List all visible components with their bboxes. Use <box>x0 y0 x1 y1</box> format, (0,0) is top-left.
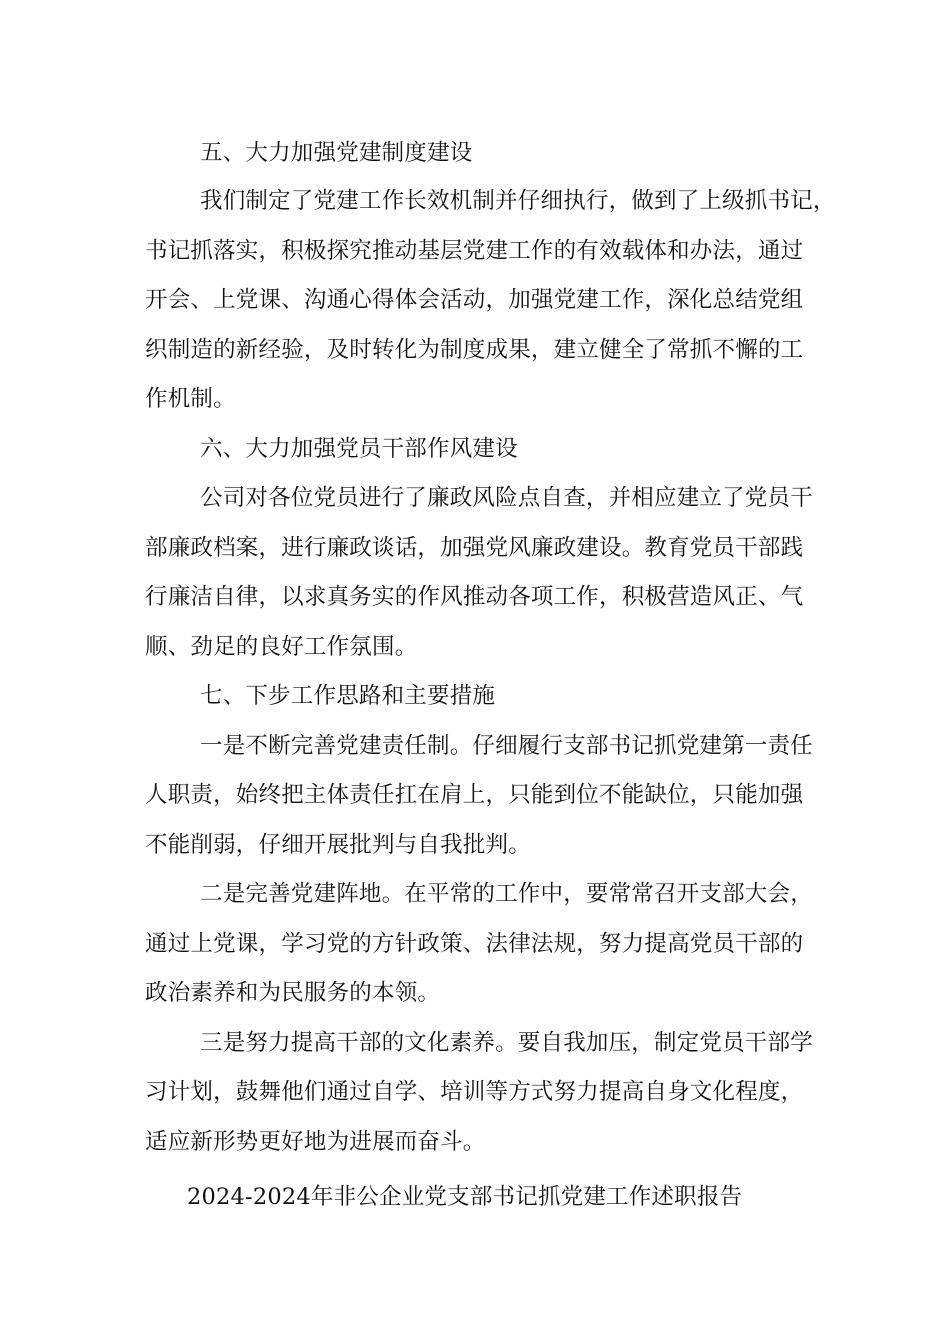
paragraph-line: 行廉洁自律，以求真务实的作风推动各项工作，积极营造风正、气 <box>145 584 804 610</box>
paragraph-line: 作机制。 <box>145 386 236 412</box>
paragraph-line: 织制造的新经验，及时转化为制度成果，建立健全了常抓不懈的工 <box>145 337 804 363</box>
paragraph-line: 通过上党课，学习党的方针政策、法律法规，努力提高党员干部的 <box>145 931 804 957</box>
paragraph-line: 适应新形势更好地为进展而奋斗。 <box>145 1129 486 1155</box>
paragraph-line: 部廉政档案，进行廉政谈话，加强党风廉政建设。教育党员干部践 <box>145 535 804 561</box>
document-title: 2024-2024年非公企业党支部书记抓党建工作述职报告 <box>187 1184 743 1210</box>
paragraph-line: 开会、上党课、沟通心得体会活动，加强党建工作，深化总结党组 <box>145 287 804 313</box>
paragraph-line: 政治素养和为民服务的本领。 <box>145 980 441 1006</box>
paragraph-line: 我们制定了党建工作长效机制并仔细执行，做到了上级抓书记， <box>200 188 836 214</box>
section-heading-7: 七、下步工作思路和主要措施 <box>200 683 496 709</box>
paragraph-line: 公司对各位党员进行了廉政风险点自查，并相应建立了党员干 <box>200 485 813 511</box>
paragraph-line: 三是努力提高干部的文化素养。要自我加压，制定党员干部学 <box>200 1030 813 1056</box>
paragraph-line: 不能削弱，仔细开展批判与自我批判。 <box>145 832 531 858</box>
section-heading-5: 五、大力加强党建制度建设 <box>200 140 473 166</box>
paragraph-line: 顺、劲足的良好工作氛围。 <box>145 634 418 660</box>
section-heading-6: 六、大力加强党员干部作风建设 <box>200 436 518 462</box>
paragraph-line: 习计划，鼓舞他们通过自学、培训等方式努力提高自身文化程度， <box>145 1079 804 1105</box>
paragraph-line: 一是不断完善党建责任制。仔细履行支部书记抓党建第一责任 <box>200 733 813 759</box>
paragraph-line: 人职责，始终把主体责任扛在肩上，只能到位不能缺位，只能加强 <box>145 782 804 808</box>
paragraph-line: 二是完善党建阵地。在平常的工作中，要常常召开支部大会， <box>200 881 813 907</box>
paragraph-line: 书记抓落实，积极探究推动基层党建工作的有效载体和办法，通过 <box>145 238 804 264</box>
